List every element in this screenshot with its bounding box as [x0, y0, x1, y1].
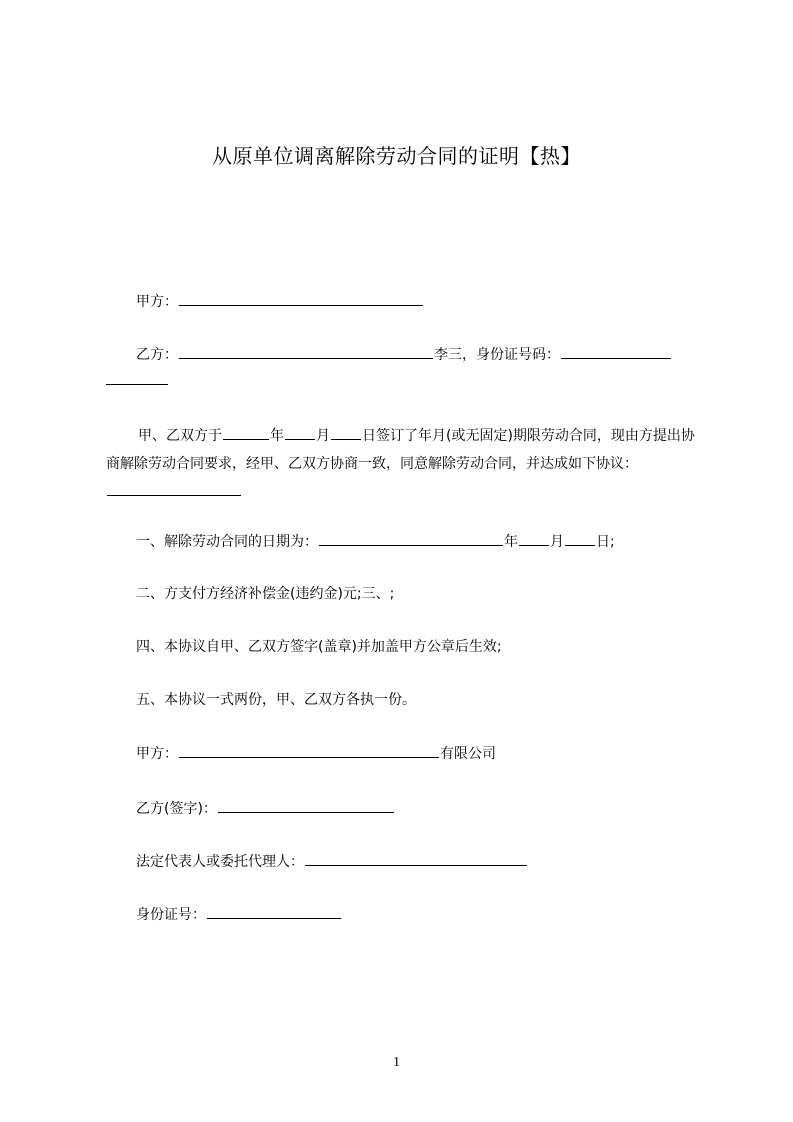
- clause-4: 四、本协议自甲、乙双方签字(盖章)并加盖甲方公章后生效;: [136, 639, 502, 655]
- id-number-blank: [207, 904, 341, 919]
- clause-1-year: 年: [504, 534, 518, 550]
- party-b-blank: [179, 344, 433, 359]
- intro-agreement-blank: [107, 481, 241, 496]
- sign-party-b-blank: [218, 798, 394, 813]
- clause-1-date-blank: [319, 531, 503, 546]
- intro-month-blank: [285, 425, 315, 440]
- intro-paragraph: [106, 422, 702, 506]
- intro-year-blank: [223, 425, 269, 440]
- page-number: 1: [393, 1055, 400, 1070]
- clause-5: 五、本协议一式两份，甲、乙双方各执一份。: [136, 692, 416, 708]
- clause-1-day-blank: [565, 531, 595, 546]
- intro-year: 年: [270, 428, 284, 444]
- sign-party-a-blank: [179, 743, 439, 758]
- party-a-blank: [179, 291, 423, 306]
- legal-rep-line: [136, 851, 528, 872]
- party-b-id-blank-2: [106, 370, 168, 385]
- party-b-id-blank: [561, 344, 671, 359]
- party-b-line: [136, 344, 672, 365]
- intro-month: 月: [316, 428, 330, 444]
- clause-1-month: 月: [550, 534, 564, 550]
- clause-1: [136, 531, 615, 552]
- intro-day-blank: [331, 425, 361, 440]
- party-b-id-continuation: [105, 370, 169, 391]
- party-a-line: [136, 291, 424, 312]
- sign-party-b-label: 乙方(签字)：: [136, 801, 217, 817]
- party-a-label: 甲方：: [136, 294, 178, 310]
- clause-1-label: 一、解除劳动合同的日期为：: [136, 534, 318, 550]
- document-title: 从原单位调离解除劳动合同的证明【热】: [212, 144, 581, 168]
- legal-rep-label: 法定代表人或委托代理人：: [136, 854, 304, 870]
- intro-text-a: 甲、乙双方于: [138, 428, 222, 444]
- id-number-line: [136, 904, 342, 925]
- clause-1-day: 日;: [596, 534, 615, 550]
- sign-party-b-line: [136, 798, 395, 819]
- sign-party-a-line: [136, 743, 496, 764]
- party-b-label: 乙方：: [136, 347, 178, 363]
- sign-party-a-suffix: 有限公司: [440, 746, 496, 762]
- clause-2: 二、方支付方经济补偿金(违约金)元;三、;: [136, 586, 395, 602]
- clause-1-month-blank: [519, 531, 549, 546]
- legal-rep-blank: [305, 851, 527, 866]
- party-b-name: 李三，身份证号码：: [434, 347, 560, 363]
- intro-text-rest: 日签订了年月(或无固定)期限劳动合同，现由方提出协商解除劳动合同要求，经甲、乙双方协商一致，同意解除劳动合同，并达成如下协议：: [106, 428, 695, 472]
- sign-party-a-label: 甲方：: [136, 746, 178, 762]
- id-number-label: 身份证号：: [136, 907, 206, 923]
